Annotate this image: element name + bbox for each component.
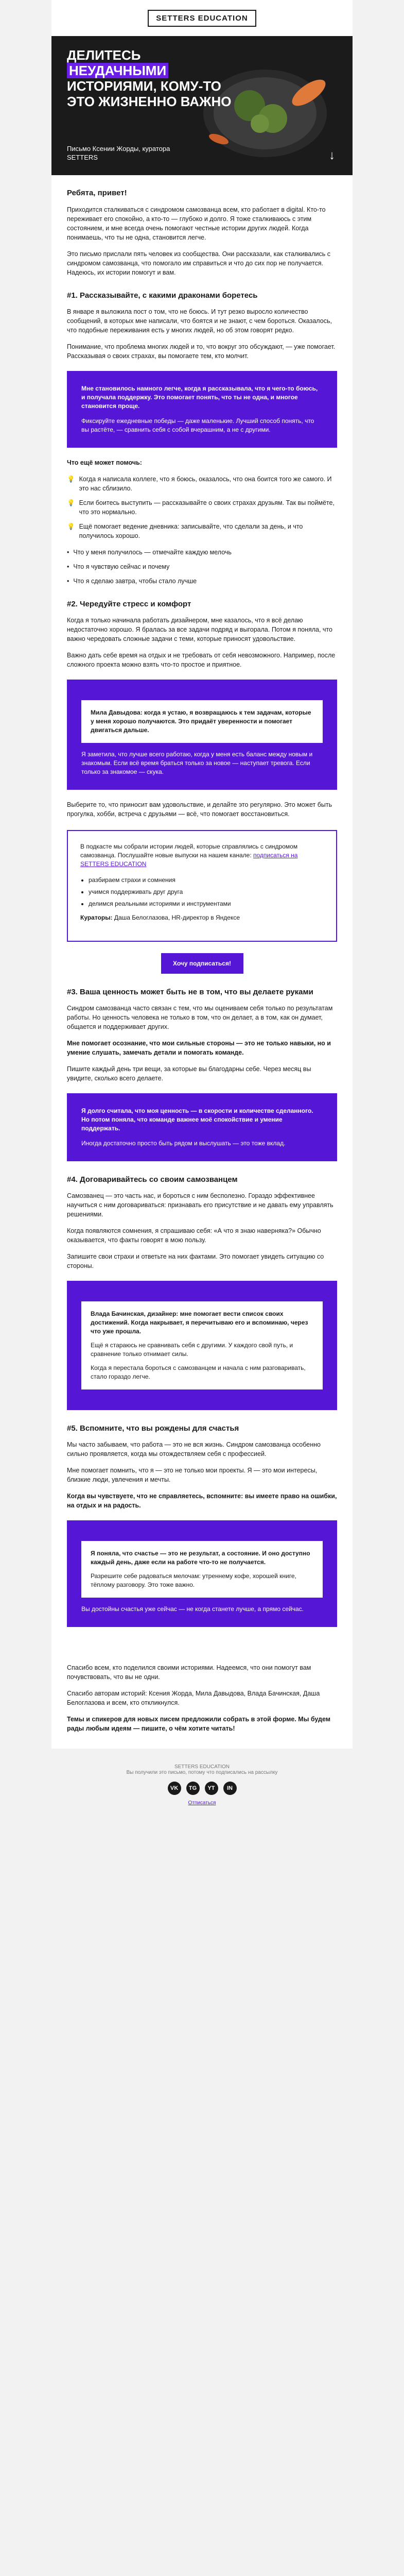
quote-paragraph: Вы достойны счастья уже сейчас — не когда станете лучше, а прямо сейчас. bbox=[81, 1605, 304, 1613]
author-label: Кураторы: bbox=[80, 914, 113, 921]
list-item bbox=[67, 498, 337, 517]
section-paragraph: В январе я выложила пост о том, что не боюсь. И тут резко выросло количество сообщений, в которых мне написали, что боятся и не знают, с чем бороться. Оказалось, что подобные переживания есть у многих людей, но об этом говорят редко. bbox=[67, 308, 332, 334]
promo-block bbox=[67, 830, 337, 942]
quote-inner-box bbox=[81, 1301, 323, 1389]
list-item: • разбираем страхи и сомнения bbox=[89, 876, 324, 885]
section-paragraph: Мы часто забываем, что работа — это не вся жизнь. Синдром самозванца особенно сильно проявляется, когда мы отождествляем себя с профессией. bbox=[67, 1441, 321, 1458]
telegram-icon[interactable]: TG bbox=[186, 1782, 200, 1795]
quote-block bbox=[67, 680, 337, 790]
email-footer bbox=[0, 1749, 404, 1832]
checks-list bbox=[67, 548, 337, 586]
list-item bbox=[67, 577, 337, 586]
bulb-icon: 💡 bbox=[67, 475, 75, 483]
hero-banner bbox=[51, 36, 353, 175]
promo-list bbox=[80, 876, 324, 908]
main-content bbox=[51, 175, 353, 1653]
list-item: • учимся поддерживать друг друга bbox=[89, 888, 324, 896]
list-item-text: Что я чувствую сейчас и почему bbox=[73, 563, 170, 570]
quote-paragraph: Мила Давыдова: когда я устаю, я возвращаюсь к тем задачам, которые у меня хорошо получаются. Это придаёт уверенности и помогает двигаться дальше. bbox=[91, 709, 311, 734]
quote-block bbox=[67, 371, 337, 448]
quote-paragraph: Иногда достаточно просто быть рядом и выслушать — это тоже вклад. bbox=[81, 1140, 286, 1147]
list-item bbox=[67, 522, 337, 540]
vk-icon[interactable]: VK bbox=[168, 1782, 181, 1795]
closing-section bbox=[51, 1653, 353, 1749]
section-heading: #3. Ваша ценность может быть не в том, что вы делаете руками bbox=[67, 988, 313, 996]
list-item-text: Когда я написала коллеге, что я боюсь, оказалось, что она боится того же самого. И это нас сблизило. bbox=[79, 476, 332, 492]
quote-paragraph: Разрешите себе радоваться мелочам: утреннему кофе, хорошей книге, тёплому разговору. Это тоже важно. bbox=[91, 1572, 296, 1588]
section-paragraph: Выберите то, что приносит вам удовольствие, и делайте это регулярно. Это может быть прогулка, хобби, встреча с друзьями — всё, что помогает восстановиться. bbox=[67, 801, 332, 818]
logo-bar bbox=[51, 0, 353, 36]
hero-title bbox=[67, 47, 237, 109]
section-paragraph: Запишите свои страхи и ответьте на них фактами. Это помогает увидеть ситуацию со стороны. bbox=[67, 1253, 324, 1269]
email-container bbox=[51, 0, 353, 1749]
bullet-icon: • bbox=[67, 578, 69, 585]
section-paragraph: Синдром самозванца часто связан с тем, что мы оцениваем себя только по результатам работы. Но ценность человека не только в том, что он делает, а в том, как он думает, общается и поддерживает других. bbox=[67, 1005, 333, 1030]
hero-title-part2: ИСТОРИЯМИ, КОМУ-ТО ЭТО ЖИЗНЕННО ВАЖНО bbox=[67, 78, 232, 109]
unsubscribe-link[interactable]: Отписаться bbox=[188, 1800, 216, 1806]
closing-paragraph: Спасибо авторам историй: Ксения Жорда, Мила Давыдова, Влада Бачинская, Даша Белоглазова и всем, кто откликнулся. bbox=[67, 1690, 320, 1706]
list-item-text: Что я сделаю завтра, чтобы стало лучше bbox=[73, 578, 197, 585]
quote-block bbox=[67, 1281, 337, 1410]
hero-title-part1: ДЕЛИТЕСЬ bbox=[67, 47, 141, 63]
promo-paragraph: В подкасте мы собрали истории людей, которые справлялись с синдромом самозванца. Послушайте новые выпуски на нашем канале: bbox=[80, 843, 298, 859]
hero-subtitle: Письмо Ксении Жорды, куратора SETTERS bbox=[67, 145, 170, 161]
instagram-icon[interactable]: IN bbox=[223, 1782, 237, 1795]
list-item bbox=[67, 474, 337, 493]
quote-block bbox=[67, 1093, 337, 1161]
section-paragraph: Мне помогает помнить, что я — это не только мои проекты. Я — это мои интересы, близкие люди, увлечения и мечты. bbox=[67, 1467, 318, 1483]
section-heading: #1. Рассказывайте, с какими драконами боретесь bbox=[67, 291, 258, 300]
list-item bbox=[67, 562, 337, 571]
section-paragraph: Самозванец — это часть нас, и бороться с ним бесполезно. Гораздо эффективнее научиться с ним договариваться: признавать его присутствие и не давать ему управлять решениями. bbox=[67, 1192, 333, 1218]
section-paragraph: Важно дать себе время на отдых и не требовать от себя невозможного. Например, после сложного проекта можно взять что-то простое и приятное. bbox=[67, 652, 336, 668]
greeting: Ребята, привет! bbox=[67, 189, 127, 197]
list-item: • делимся реальными историями и инструментами bbox=[89, 900, 324, 908]
section-heading: #4. Договаривайтесь со своим самозванцем bbox=[67, 1175, 238, 1184]
section-paragraph: Понимание, что проблема многих людей и то, что вокруг это обсуждают, — уже помогает. Рассказывая о своих страхах, вы помогаете тем, кто молчит. bbox=[67, 343, 336, 360]
quote-paragraph: Когда я перестала бороться с самозванцем и начала с ним разговаривать, стало гораздо легче. bbox=[91, 1364, 306, 1380]
section-paragraph: Когда вы чувствуете, что не справляетесь, вспомните: вы имеете право на ошибки, на отдых и на радость. bbox=[67, 1493, 337, 1509]
closing-paragraph: Спасибо всем, кто поделился своими историями. Надеемся, что они помогут вам почувствовать, что вы не одни. bbox=[67, 1664, 311, 1681]
quote-paragraph: Фиксируйте ежедневные победы — даже маленькие. Лучший способ понять, что вы растёте, — сравнить себя с собой вчерашним, а не с другими. bbox=[81, 417, 314, 433]
hero-title-highlight: НЕУДАЧНЫМИ bbox=[67, 63, 168, 78]
list-item-text: Ещё помогает ведение дневника: записывайте, что сделали за день, и что получилось хорошо. bbox=[79, 523, 303, 539]
promo-author-line bbox=[80, 913, 324, 922]
list-item-text: Что у меня получилось — отмечайте каждую мелочь bbox=[73, 549, 232, 556]
social-links bbox=[0, 1782, 404, 1795]
quote-paragraph: Я поняла, что счастье — это не результат, а состояние. И оно доступно каждый день, даже если на работе что-то не получается. bbox=[91, 1550, 310, 1566]
quote-paragraph: Я заметила, что лучше всего работаю, когда у меня есть баланс между новым и знакомым. Если всё время браться только за новое — наступает тревога. Если только за знакомое — скука. bbox=[81, 751, 313, 775]
arrow-down-icon: ↓ bbox=[329, 148, 335, 162]
list-item-text: Если боитесь выступить — рассказывайте о своих страхах друзьям. Так вы поймёте, что это нормально. bbox=[79, 499, 335, 516]
youtube-icon[interactable]: YT bbox=[205, 1782, 218, 1795]
author-name: Даша Белоглазова, HR-директор в Яндексе bbox=[114, 914, 240, 921]
list-item bbox=[67, 548, 337, 557]
quote-paragraph: Мне становилось намного легче, когда я рассказывала, что я чего-то боюсь, и получала поддержку. Это помогает понять, что ты не одна, и многое становится проще. bbox=[81, 385, 318, 410]
section-heading: #2. Чередуйте стресс и комфорт bbox=[67, 600, 191, 608]
intro-paragraph: Это письмо прислали пять человек из сообщества. Они рассказали, как сталкивались с синдромом самозванца, что помогало им справиться и что до сих пор не получается. Надеюсь, их истории помогут и вам. bbox=[67, 250, 330, 276]
section-paragraph: Пишите каждый день три вещи, за которые вы благодарны себе. Через месяц вы увидите, сколько всего делаете. bbox=[67, 1065, 311, 1082]
quote-inner-box bbox=[81, 1541, 323, 1598]
intro-paragraph: Приходится сталкиваться с синдромом самозванца всем, кто работает в digital. Кто-то переживает его спокойно, а кто-то — глубоко и долго. Я тоже сталкиваюсь с этим состоянием, и мне всегда очень помогают честные истории других людей. Когда понимаешь, что ты не одна, становится легче. bbox=[67, 206, 326, 241]
bullet-icon: • bbox=[67, 549, 69, 556]
quote-paragraph: Ещё я стараюсь не сравнивать себя с другими. У каждого свой путь, и сравнение только отнимает силы. bbox=[91, 1342, 293, 1358]
promo-text bbox=[80, 842, 324, 869]
tips-list bbox=[67, 474, 337, 540]
brand-logo[interactable]: SETTERS EDUCATION bbox=[148, 10, 256, 27]
quote-paragraph: Влада Бачинская, дизайнер: мне помогает вести список своих достижений. Когда накрывает, я перечитываю его и вспоминаю, через что уже прошла. bbox=[91, 1310, 308, 1335]
quote-block bbox=[67, 1520, 337, 1627]
bullet-icon: • bbox=[67, 563, 69, 570]
section-heading: #5. Вспомните, что вы рождены для счастья bbox=[67, 1424, 239, 1433]
quote-paragraph: Я долго считала, что моя ценность — в скорости и количестве сделанного. Но потом поняла, что команде важнее моё спокойствие и умение поддержать. bbox=[81, 1107, 313, 1132]
bulb-icon: 💡 bbox=[67, 499, 75, 506]
section-paragraph: Когда появляются сомнения, я спрашиваю себя: «А что я знаю наверняка?» Обычно оказывается, что факты говорят в мою пользу. bbox=[67, 1227, 321, 1244]
bulb-icon: 💡 bbox=[67, 522, 75, 530]
section-paragraph: Мне помогает осознание, что мои сильные стороны — это не только навыки, но и умение слушать, замечать детали и помогать команде. bbox=[67, 1040, 331, 1056]
footer-brand: SETTERS EDUCATION bbox=[174, 1764, 230, 1770]
quote-inner-box bbox=[81, 700, 323, 743]
subscribe-button[interactable]: Хочу подписаться! bbox=[161, 953, 243, 974]
section-paragraph: Когда я только начинала работать дизайнером, мне казалось, что я всё делаю недостаточно хорошо. Я бралась за все задачи подряд и выгорала. Потом я поняла, что важно чередовать сложные задачи с теми, которые приносят удовольствие. bbox=[67, 617, 332, 642]
subscribe-link[interactable]: подписаться на SETTERS EDUCATION bbox=[80, 852, 298, 868]
closing-paragraph: Темы и спикеров для новых писем предложили собрать в этой форме. Мы будем рады любым идеям — пишите, о чём хотите читать! bbox=[67, 1716, 331, 1732]
section-paragraph: Что ещё может помочь: bbox=[67, 459, 142, 466]
footer-note: Вы получили это письмо, потому что подписались на рассылку bbox=[126, 1770, 278, 1775]
